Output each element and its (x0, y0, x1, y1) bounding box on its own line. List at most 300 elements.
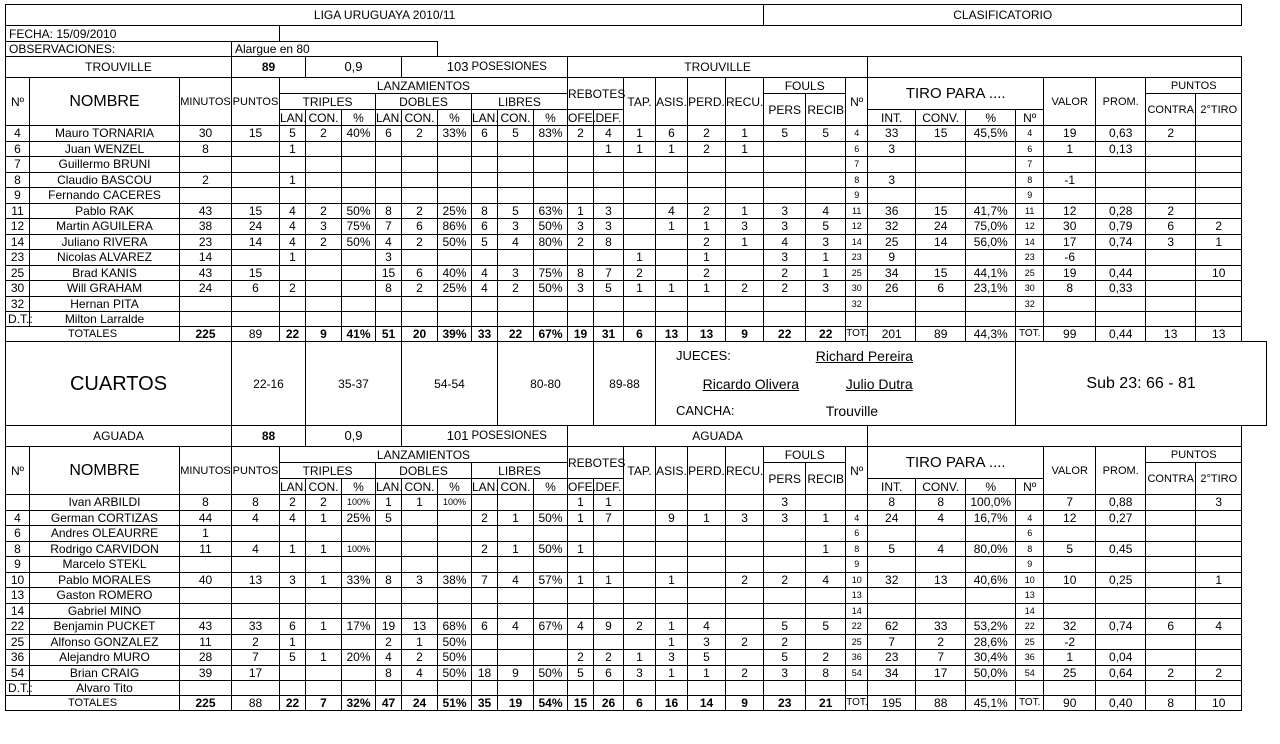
col-int: INT. (868, 110, 916, 126)
stat-def: 3 (594, 203, 624, 219)
stat-l_p (534, 588, 568, 604)
stat-recib: 3 (806, 234, 846, 250)
stat-prom: 0,04 (1096, 650, 1146, 666)
stat-prom: 0,74 (1096, 234, 1146, 250)
stat-pct (966, 557, 1016, 573)
total-tap: 6 (624, 696, 656, 711)
stat-l_c: 4 (498, 572, 534, 588)
stat-pct: 100,0% (966, 495, 1016, 511)
stat-t_p (342, 265, 376, 281)
total-valor: 90 (1044, 696, 1096, 711)
stat-l_p (534, 188, 568, 204)
stat-ofe: 4 (568, 619, 594, 635)
stat-t_p: 50% (342, 234, 376, 250)
player-number: 25 (6, 265, 30, 281)
cell (1016, 681, 1044, 696)
player-name: Brian CRAIG (30, 665, 180, 681)
player-number: 9 (6, 557, 30, 573)
stat-l_p (534, 296, 568, 312)
stat-pers: 2 (764, 634, 806, 650)
stat-tap: 1 (624, 141, 656, 157)
stat-ofe: 1 (568, 510, 594, 526)
player-number: 30 (6, 281, 30, 297)
stat-contra (1146, 588, 1196, 604)
stat-perd: 1 (688, 219, 726, 235)
stat-def (594, 250, 624, 266)
player-pts: 17 (232, 665, 280, 681)
stat-d_p: 68% (438, 619, 472, 635)
stat-d_l: 8 (376, 203, 402, 219)
stat-tap (624, 188, 656, 204)
cell (498, 312, 534, 327)
stat-recib: 2 (806, 650, 846, 666)
col-fouls: FOULS (764, 78, 846, 94)
stat-def: 1 (594, 495, 624, 511)
stat-prom (1096, 250, 1146, 266)
stat-d_p (438, 141, 472, 157)
stat-t_p (342, 588, 376, 604)
cell (306, 312, 342, 327)
stat-n2: 25 (846, 634, 868, 650)
stat-tap: 1 (624, 281, 656, 297)
total-d_l: 47 (376, 696, 402, 711)
stat-recu: 1 (726, 234, 764, 250)
stat-int (868, 526, 916, 542)
stat-int (868, 296, 916, 312)
stat-recib (806, 495, 846, 511)
stat-perd: 2 (688, 234, 726, 250)
stat-def: 5 (594, 281, 624, 297)
cell (916, 681, 966, 696)
player-min: 11 (180, 541, 232, 557)
stat-d_l: 8 (376, 665, 402, 681)
total-t_p: 32% (342, 696, 376, 711)
stat-prom: 0,79 (1096, 219, 1146, 235)
cell (764, 681, 806, 696)
player-name: Ivan ARBILDI (30, 495, 180, 511)
stat-recib: 3 (806, 281, 846, 297)
col-prom: PROM. (1096, 78, 1146, 126)
stat-valor: 10 (1044, 572, 1096, 588)
stat-conv (916, 603, 966, 619)
stat-l_c: 9 (498, 665, 534, 681)
stat-perd (688, 557, 726, 573)
judge-3: Julio Dutra (846, 370, 1016, 398)
col-num-3: Nº (1016, 479, 1044, 495)
stat-l_c (498, 557, 534, 573)
sub23-score: Sub 23: 66 - 81 (1016, 342, 1267, 426)
stat-recib: 5 (806, 619, 846, 635)
stat-recu: 1 (726, 141, 764, 157)
cell (966, 681, 1016, 696)
col-recu: RECU. (726, 447, 764, 495)
stat-recu (726, 650, 764, 666)
col-lan: LAN. (472, 479, 499, 494)
stat-contra (1146, 541, 1196, 557)
stat-prom: 0,74 (1096, 619, 1146, 635)
stat-pers (764, 557, 806, 573)
stat-conv (916, 250, 966, 266)
stat-t_c: 1 (306, 510, 342, 526)
total-asis: 13 (656, 327, 688, 342)
player-name: Benjamin PUCKET (30, 619, 180, 635)
stat-prom: 0,64 (1096, 665, 1146, 681)
total-contra: 8 (1146, 696, 1196, 711)
stat-d_c: 2 (402, 126, 438, 142)
stat-n2: 4 (846, 126, 868, 142)
stat-n2: 8 (846, 172, 868, 188)
stat-d_l (376, 557, 402, 573)
stat-perd: 1 (688, 665, 726, 681)
cuartos-label: CUARTOS (6, 342, 232, 426)
cell (846, 681, 868, 696)
player-pts: 7 (232, 650, 280, 666)
stat-n2: 10 (846, 572, 868, 588)
total-pers: 22 (764, 327, 806, 342)
stat-t_p (342, 188, 376, 204)
col-contra: CONTRA (1146, 94, 1196, 126)
stat-n2: 14 (846, 603, 868, 619)
stat-n2: 36 (846, 650, 868, 666)
stat-d_l (376, 541, 402, 557)
total-pct: 44,3% (966, 327, 1016, 342)
stat-valor: 1 (1044, 141, 1096, 157)
stat-d_l: 15 (376, 265, 402, 281)
cell (868, 312, 916, 327)
stat-l_p (534, 172, 568, 188)
player-pts (232, 588, 280, 604)
stat-t_p (342, 141, 376, 157)
stat-pct: 16,7% (966, 510, 1016, 526)
stat-t_l (280, 588, 306, 604)
stat-contra (1146, 141, 1196, 157)
stat-d_p: 25% (438, 281, 472, 297)
total-l_p: 54% (534, 696, 568, 711)
total-t_c: 9 (306, 327, 342, 342)
stat-contra (1146, 188, 1196, 204)
table-row (6, 588, 1267, 604)
stat-t_p: 40% (342, 126, 376, 142)
stat-def (594, 557, 624, 573)
stat-int: 33 (868, 126, 916, 142)
stat-tiro2 (1196, 250, 1242, 266)
stat-tap: 1 (624, 650, 656, 666)
stat-tiro2 (1196, 603, 1242, 619)
stat-t_l: 2 (280, 281, 306, 297)
stat-l_c (498, 157, 534, 173)
stat-t_p (342, 281, 376, 297)
stat-tap: 2 (624, 265, 656, 281)
stat-t_c (306, 634, 342, 650)
stat-valor: 12 (1044, 203, 1096, 219)
stat-conv: 6 (916, 281, 966, 297)
stat-perd: 1 (688, 510, 726, 526)
stat-l_l (472, 157, 498, 173)
total-d_p: 39% (438, 327, 472, 342)
stat-valor: 8 (1044, 281, 1096, 297)
cell (1146, 681, 1196, 696)
cell (1044, 681, 1096, 696)
stat-int: 23 (868, 650, 916, 666)
stat-l_p (534, 650, 568, 666)
stat-perd (688, 157, 726, 173)
stat-t_l: 4 (280, 234, 306, 250)
stat-d_c: 6 (402, 219, 438, 235)
stat-def: 7 (594, 265, 624, 281)
cell (1196, 312, 1242, 327)
stat-pers: 2 (764, 572, 806, 588)
stat-int (868, 603, 916, 619)
stat-int (868, 157, 916, 173)
phase-title: CLASIFICATORIO (764, 5, 1242, 26)
col-asis: ASIS. (656, 447, 688, 495)
stat-d_c: 13 (402, 619, 438, 635)
stat-contra (1146, 265, 1196, 281)
col-num-3: Nº (1016, 110, 1044, 126)
col-tiro-para: TIRO PARA .... (868, 78, 1044, 110)
stat-d_p: 38% (438, 572, 472, 588)
total-min: 225 (180, 696, 232, 711)
stat-d_p: 100% (438, 495, 472, 511)
stat-ofe (568, 141, 594, 157)
stat-l_p (534, 157, 568, 173)
stat-tap (624, 588, 656, 604)
stat-conv (916, 157, 966, 173)
player-pts (232, 557, 280, 573)
stat-l_c: 5 (498, 126, 534, 142)
stat-n3: 9 (1016, 557, 1044, 573)
stat-d_c (402, 588, 438, 604)
stat-tap (624, 172, 656, 188)
stat-l_p: 57% (534, 572, 568, 588)
stat-n2: 6 (846, 526, 868, 542)
stat-tiro2: 4 (1196, 619, 1242, 635)
stat-l_c (498, 650, 534, 666)
stat-asis (656, 526, 688, 542)
col-triples: TRIPLES (280, 94, 376, 110)
cell (376, 312, 402, 327)
player-name: Pablo RAK (30, 203, 180, 219)
stat-t_c (306, 141, 342, 157)
stat-valor (1044, 296, 1096, 312)
stat-asis: 1 (656, 634, 688, 650)
stat-t_l (280, 557, 306, 573)
col-pers: PERS (764, 463, 806, 495)
player-number: 25 (6, 634, 30, 650)
stat-recu: 2 (726, 281, 764, 297)
total-perd: 14 (688, 696, 726, 711)
player-number: 14 (6, 603, 30, 619)
total-ofe: 19 (568, 327, 594, 342)
obs-value: Alargue en 80 (232, 42, 438, 57)
team-name-right: TROUVILLE (568, 57, 868, 78)
stat-int (868, 588, 916, 604)
stat-l_l (472, 141, 498, 157)
stat-asis (656, 557, 688, 573)
player-pts: 4 (232, 510, 280, 526)
stat-perd: 2 (688, 126, 726, 142)
cell (568, 312, 594, 327)
player-pts (232, 603, 280, 619)
table-row (6, 526, 1267, 542)
stat-t_l (280, 157, 306, 173)
stat-prom: 0,27 (1096, 510, 1146, 526)
player-number: 9 (6, 188, 30, 204)
stat-valor (1044, 188, 1096, 204)
table-row (6, 234, 1267, 250)
player-name: Gaston ROMERO (30, 588, 180, 604)
stat-recib: 4 (806, 203, 846, 219)
stat-l_p (534, 526, 568, 542)
stat-ofe (568, 634, 594, 650)
stat-prom: 0,25 (1096, 572, 1146, 588)
stat-ofe: 2 (568, 234, 594, 250)
player-number: 32 (6, 296, 30, 312)
stat-t_c (306, 157, 342, 173)
cell (1146, 312, 1196, 327)
stat-d_p (438, 172, 472, 188)
table-row (6, 141, 1267, 157)
stat-int: 34 (868, 665, 916, 681)
stat-l_l: 7 (472, 572, 498, 588)
total-d_c: 20 (402, 327, 438, 342)
stat-pers (764, 296, 806, 312)
stat-pct (966, 172, 1016, 188)
player-name: Martin AGUILERA (30, 219, 180, 235)
stat-int (868, 188, 916, 204)
posesiones-label: POSESIONES (472, 426, 568, 447)
stat-l_p (534, 250, 568, 266)
league-title: LIGA URUGUAYA 2010/11 (6, 5, 764, 26)
player-min (180, 603, 232, 619)
spacer (280, 26, 1242, 42)
stat-conv: 2 (916, 634, 966, 650)
stat-d_c: 4 (402, 665, 438, 681)
stat-conv: 4 (916, 510, 966, 526)
player-pts (232, 526, 280, 542)
stat-tiro2 (1196, 634, 1242, 650)
total-valor: 99 (1044, 327, 1096, 342)
player-name: Nicolas ALVAREZ (30, 250, 180, 266)
tot-label: TOT. (846, 327, 868, 342)
stat-valor: -1 (1044, 172, 1096, 188)
stat-n3: 11 (1016, 203, 1044, 219)
stat-prom (1096, 188, 1146, 204)
total-ofe: 15 (568, 696, 594, 711)
stat-def (594, 541, 624, 557)
player-pts: 13 (232, 572, 280, 588)
stat-l_p (534, 495, 568, 511)
stat-t_c (306, 665, 342, 681)
total-t_l: 22 (280, 696, 306, 711)
stat-recib: 1 (806, 265, 846, 281)
stat-valor (1044, 603, 1096, 619)
stat-def (594, 526, 624, 542)
stat-conv (916, 296, 966, 312)
stat-ofe (568, 250, 594, 266)
stat-n2: 23 (846, 250, 868, 266)
stat-asis (656, 495, 688, 511)
stat-d_p (438, 188, 472, 204)
stat-pct: 80,0% (966, 541, 1016, 557)
stat-d_l: 4 (376, 650, 402, 666)
stat-recib: 4 (806, 572, 846, 588)
table-row (6, 265, 1267, 281)
stat-l_p: 75% (534, 265, 568, 281)
stat-n3: 6 (1016, 526, 1044, 542)
stat-t_p: 17% (342, 619, 376, 635)
stat-l_c (498, 188, 534, 204)
cell (656, 681, 688, 696)
stat-asis: 1 (656, 619, 688, 635)
stat-t_l: 4 (280, 203, 306, 219)
stat-recib (806, 588, 846, 604)
stat-prom (1096, 296, 1146, 312)
col-conv: CONV. (916, 110, 966, 126)
stat-recu: 2 (726, 572, 764, 588)
stat-t_p (342, 157, 376, 173)
stat-recu (726, 188, 764, 204)
stat-ofe (568, 588, 594, 604)
stat-recib (806, 157, 846, 173)
col-lan: LAN. (376, 479, 403, 494)
stat-n3: 36 (1016, 650, 1044, 666)
stat-l_l: 6 (472, 619, 498, 635)
stat-pers (764, 157, 806, 173)
player-name: Rodrigo CARVIDON (30, 541, 180, 557)
stat-tiro2: 1 (1196, 572, 1242, 588)
stat-tiro2 (1196, 588, 1242, 604)
cell (534, 312, 568, 327)
col-con: CON. (402, 110, 438, 126)
stat-recu (726, 172, 764, 188)
stat-conv (916, 188, 966, 204)
stat-d_c (402, 603, 438, 619)
stat-asis (656, 234, 688, 250)
total-contra: 13 (1146, 327, 1196, 342)
stat-d_c: 6 (402, 265, 438, 281)
stat-tap (624, 526, 656, 542)
stat-l_l: 18 (472, 665, 498, 681)
table-row (6, 203, 1267, 219)
stat-n3: 30 (1016, 281, 1044, 297)
stat-conv: 15 (916, 203, 966, 219)
col-pers: PERS (764, 94, 806, 126)
stat-contra (1146, 650, 1196, 666)
stat-perd (688, 495, 726, 511)
stat-conv (916, 141, 966, 157)
stat-perd (688, 541, 726, 557)
col-asis: ASIS. (656, 78, 688, 126)
player-min (180, 296, 232, 312)
stat-recib (806, 526, 846, 542)
player-number: 4 (6, 126, 30, 142)
stat-int: 3 (868, 172, 916, 188)
stat-recu (726, 526, 764, 542)
player-pts: 4 (232, 541, 280, 557)
col-conv: CONV. (916, 479, 966, 495)
stat-t_l: 1 (280, 172, 306, 188)
stat-int: 36 (868, 203, 916, 219)
stat-l_l (472, 495, 498, 511)
col-num-2: Nº (846, 447, 868, 495)
stat-prom (1096, 634, 1146, 650)
stat-t_l (280, 265, 306, 281)
table-row (6, 541, 1267, 557)
stat-l_p (534, 557, 568, 573)
col-nombre: NOMBRE (30, 447, 180, 495)
stat-perd: 3 (688, 634, 726, 650)
